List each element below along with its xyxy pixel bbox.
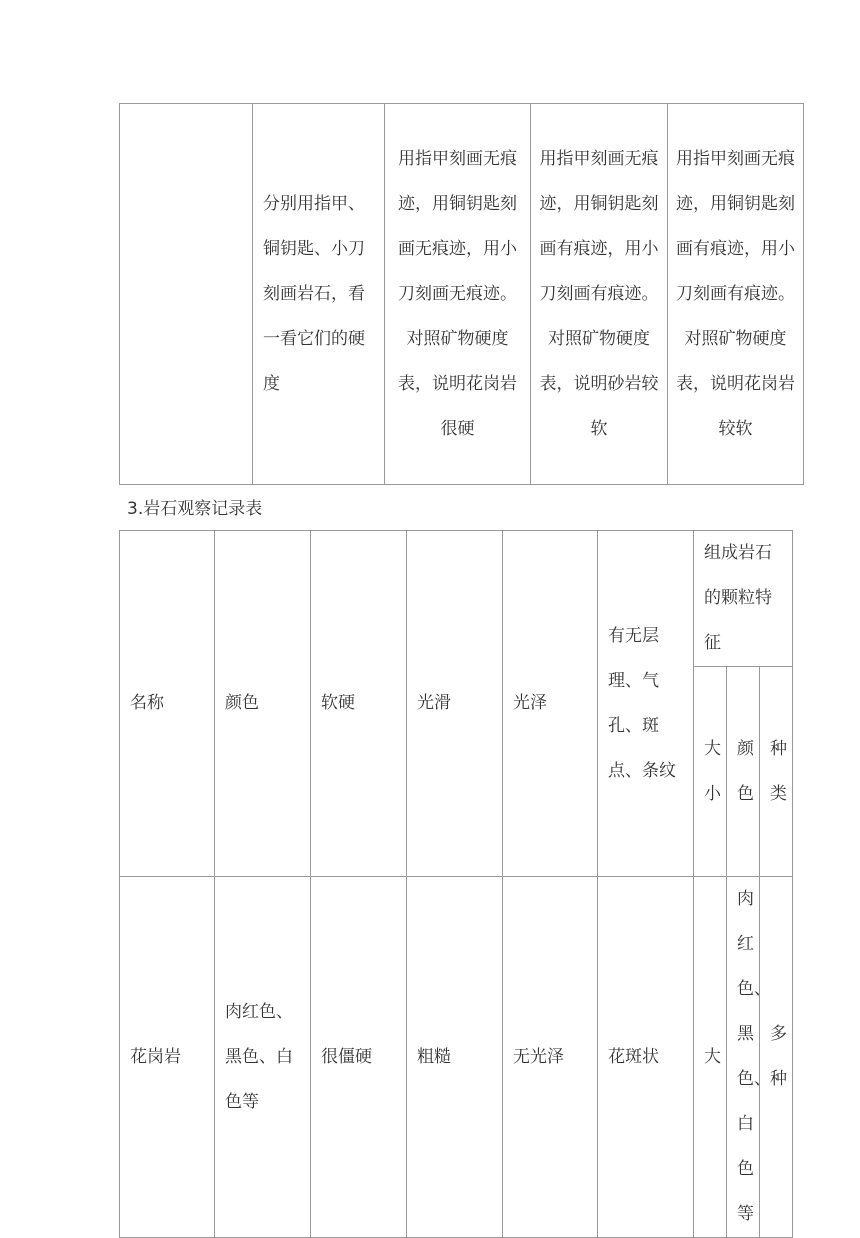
cell-name: 花岗岩 [120,877,215,1238]
method-cell [253,104,385,485]
result-text: 用指甲刻画无痕迹，用铜钥匙刻画有痕迹，用小刀刻画有痕迹。对照矿物硬度表，说明砂岩较软 [539,148,659,439]
cell-luster: 无光泽 [503,877,598,1238]
result-text: 用指甲刻画无痕迹，用铜钥匙刻画有痕迹，用小刀刻画有痕迹。对照矿物硬度表，说明花岗岩较软 [676,148,795,439]
cell-features: 花斑状 [598,877,694,1238]
cell-grain-size: 大 [694,877,727,1238]
section-caption: 3.岩石观察记录表 [127,499,263,519]
header-name: 名称 [120,531,215,877]
result-cell-sandstone [531,104,668,485]
header-features: 有无层理、气孔、斑点、条纹 [598,531,694,877]
cell-hardness: 很僵硬 [311,877,407,1238]
table-row [120,877,793,1238]
table-header-row [120,531,793,667]
header-hardness: 软硬 [311,531,407,877]
header-grain-size: 大小 [694,667,727,877]
rock-observation-table [119,530,793,1238]
header-smoothness: 光滑 [407,531,503,877]
hardness-test-table [119,103,804,485]
table-row [120,104,804,485]
header-grain-group: 组成岩石的颗粒特征 [694,531,793,667]
result-cell-third [668,104,804,485]
result-cell-granite [385,104,531,485]
header-color: 颜色 [215,531,311,877]
cell-grain-color: 肉红色、黑色、白色等 [727,877,760,1238]
result-text: 用指甲刻画无痕迹，用铜钥匙刻画无痕迹，用小刀刻画无痕迹。对照矿物硬度表，说明花岗岩很硬 [398,148,517,439]
cell-color: 肉红色、黑色、白色等 [215,877,311,1238]
header-luster: 光泽 [503,531,598,877]
header-grain-type: 种类 [760,667,793,877]
method-text: 分别用指甲、铜钥匙、小刀刻画岩石，看一看它们的硬度 [263,193,365,394]
cell-smoothness: 粗糙 [407,877,503,1238]
header-grain-color: 颜色 [727,667,760,877]
empty-cell [120,104,253,485]
cell-grain-type: 多种 [760,877,793,1238]
